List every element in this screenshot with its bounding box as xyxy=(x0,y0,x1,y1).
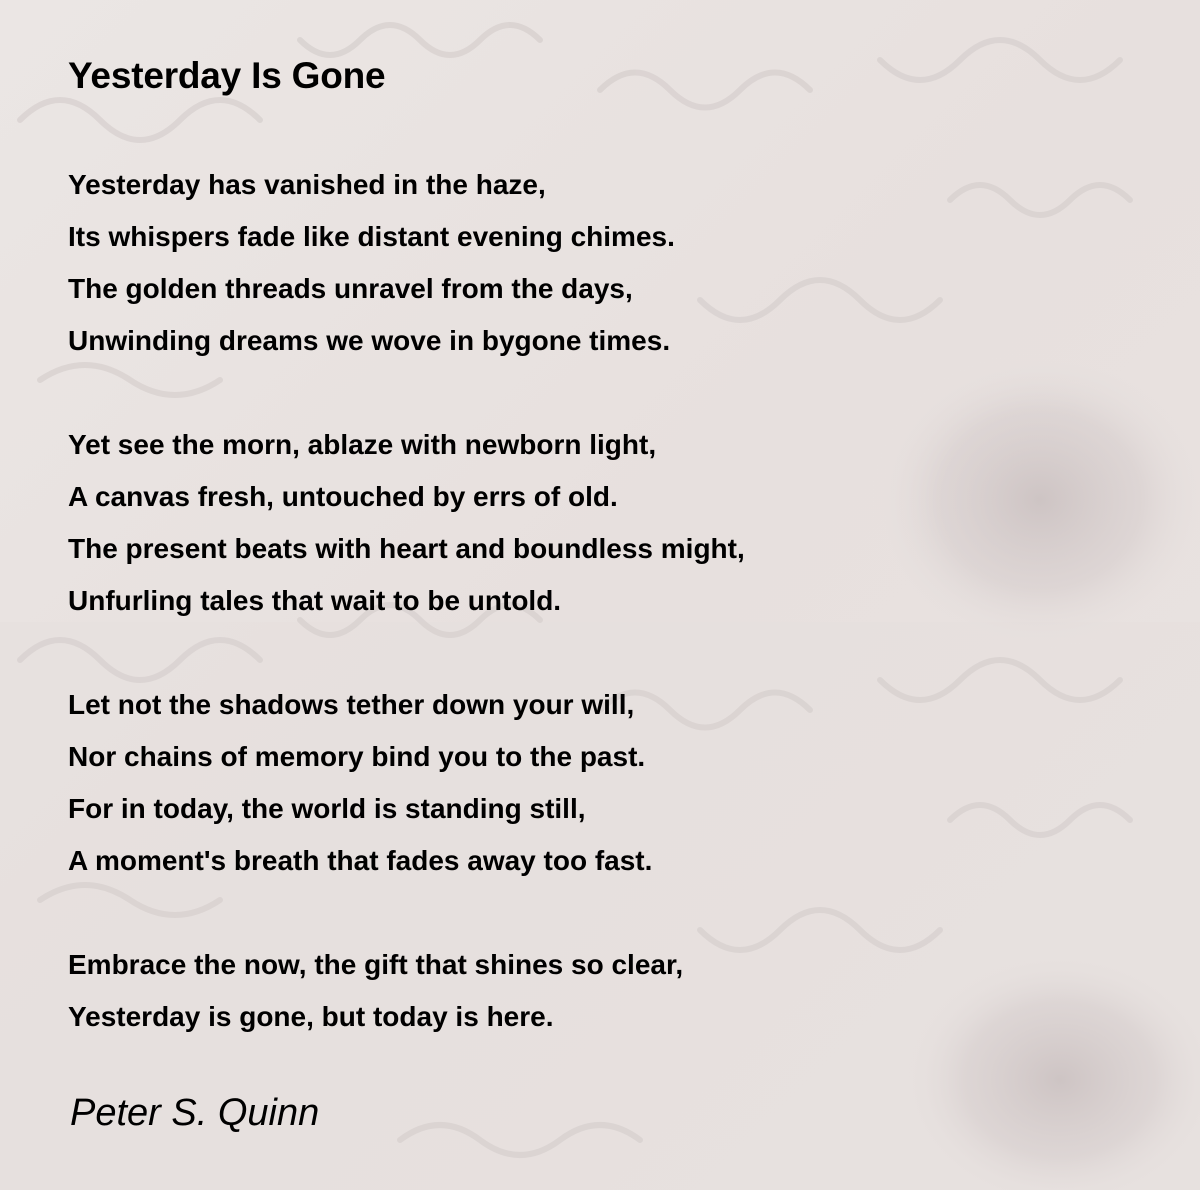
poem-line: The golden threads unravel from the days, xyxy=(68,273,633,304)
poem-line: Unfurling tales that wait to be untold. xyxy=(68,585,562,616)
poem-body xyxy=(68,159,1148,1043)
poem-line: A moment's breath that fades away too fast. xyxy=(68,845,653,876)
poem-line: Nor chains of memory bind you to the past. xyxy=(68,741,646,772)
stanza-1 xyxy=(68,159,1148,367)
poem-line: Unwinding dreams we wove in bygone times. xyxy=(68,325,671,356)
poem-line: Yet see the morn, ablaze with newborn light, xyxy=(68,429,657,460)
poem-line: Its whispers fade like distant evening chimes. xyxy=(68,221,675,252)
poem-author: Peter S. Quinn xyxy=(70,1092,320,1134)
poem-line: Let not the shadows tether down your will, xyxy=(68,689,635,720)
poem-line: Yesterday has vanished in the haze, xyxy=(68,169,546,200)
stanza-2 xyxy=(68,419,1148,627)
poem-line: A canvas fresh, untouched by errs of old. xyxy=(68,481,618,512)
poem-line: The present beats with heart and boundless might, xyxy=(68,533,745,564)
poem-line: Embrace the now, the gift that shines so clear, xyxy=(68,949,684,980)
poem-title: Yesterday Is Gone xyxy=(68,55,386,96)
stanza-4 xyxy=(68,939,1148,1043)
poem-line: For in today, the world is standing still, xyxy=(68,793,586,824)
stanza-3 xyxy=(68,679,1148,887)
poem-content xyxy=(68,52,1148,1095)
poem-line: Yesterday is gone, but today is here. xyxy=(68,1001,554,1032)
